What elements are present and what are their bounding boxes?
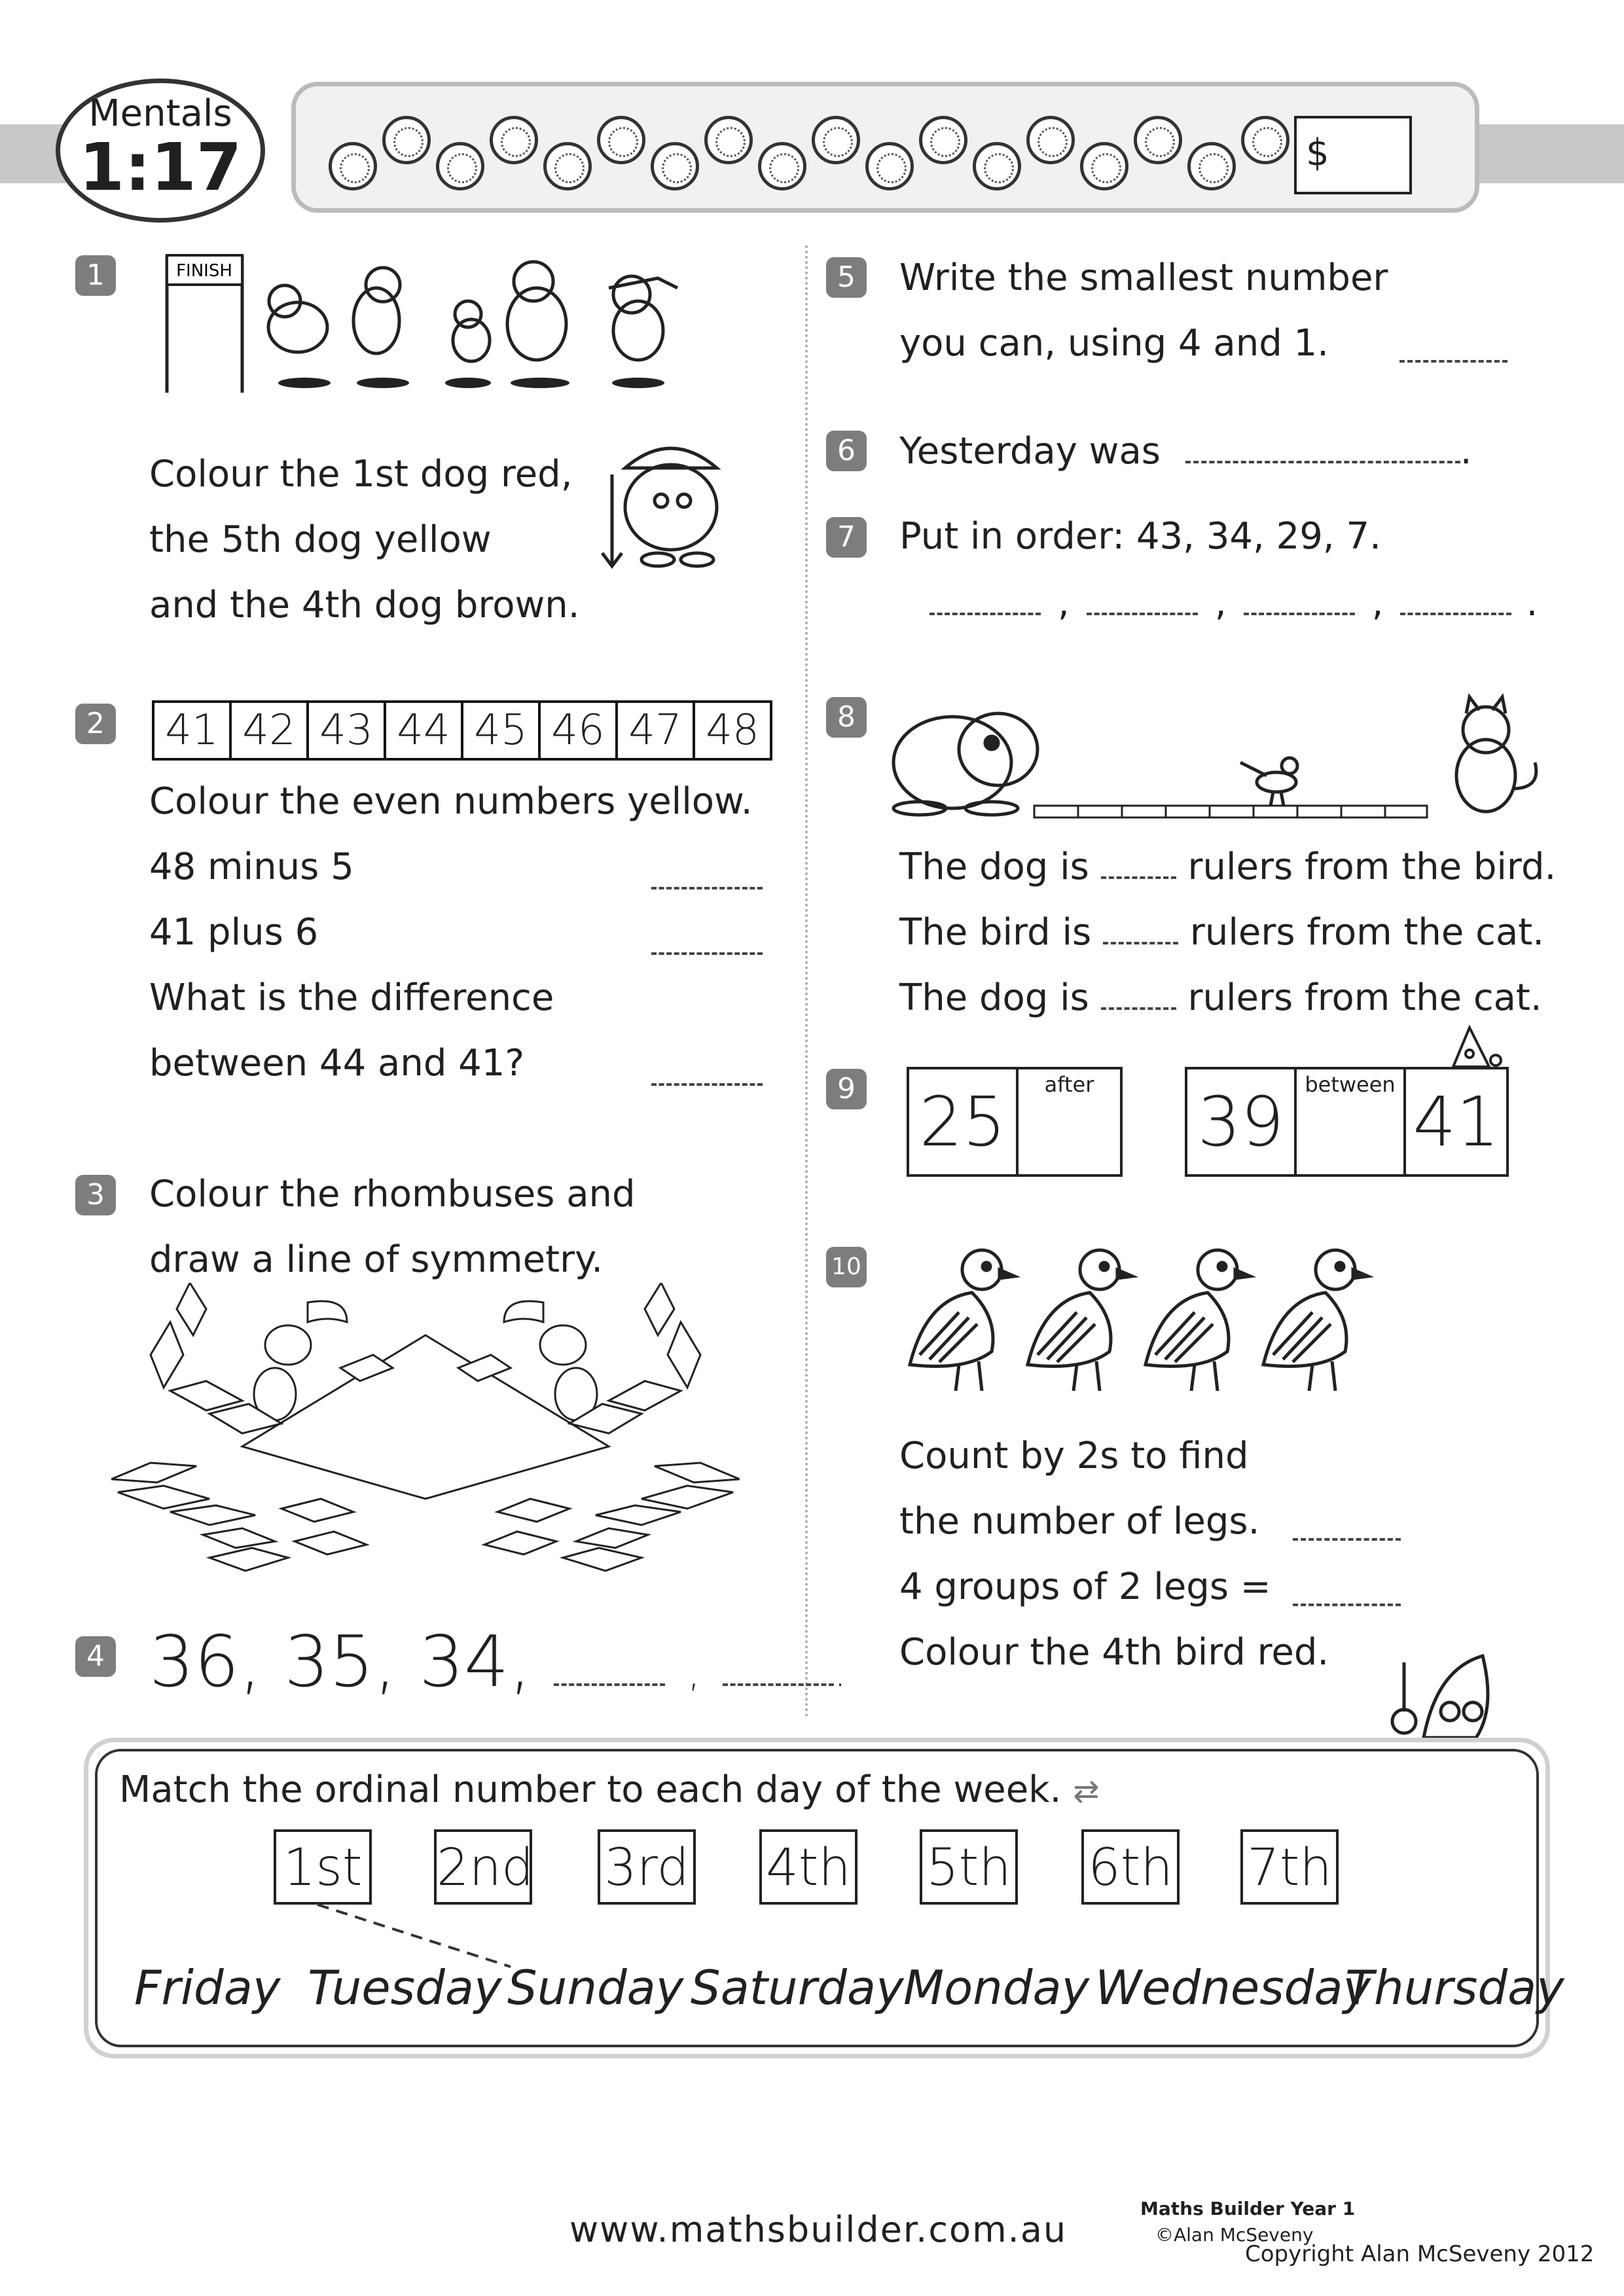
between-given-first: 39 [1187,1069,1297,1174]
q8-line-1 [899,834,1556,900]
bird-icon [910,1250,1015,1391]
answer-blank-plus[interactable] [651,946,763,955]
q8-line-2-end: rulers from the cat. [1189,911,1545,954]
match-instruction [119,1757,1099,1824]
question-number-3: 3 [75,1175,116,1215]
order-separator: , [1214,582,1227,624]
q2-instruction: Colour the even numbers yellow. [149,780,753,823]
q6-label: Yesterday was [899,430,1161,473]
footer-book-title: Maths Builder Year 1 [1140,2198,1356,2219]
header-band-right [1479,124,1624,183]
question-number-6: 6 [826,431,867,471]
coin-icon[interactable] [865,142,914,190]
q8-line-1-end: rulers from the bird. [1187,846,1557,888]
answer-blank-legs-count[interactable] [1293,1532,1401,1541]
q8-line-2 [899,900,1544,965]
after-label: after [1044,1072,1094,1097]
day-tuesday[interactable]: Tuesday [308,1960,502,2015]
coin-icon[interactable] [1080,142,1128,190]
q10-line-1: Count by 2s to find [899,1435,1249,1477]
q1-line-1: Colour the 1st dog red, [149,453,573,495]
order-end: . [1526,582,1538,624]
order-blank-3[interactable] [1244,606,1355,615]
q3-line-2: draw a line of symmetry. [149,1238,604,1281]
q10-line-4: Colour the 4th bird red. [899,1631,1329,1674]
number-cell[interactable]: 44 [386,703,463,758]
footer-url[interactable]: www.mathsbuilder.com.au [569,2209,1068,2250]
coin-icon[interactable] [329,142,377,190]
day-friday[interactable]: Friday [134,1960,281,2015]
answer-blank-groups[interactable] [1293,1597,1401,1606]
ordinal-box-7th[interactable]: 7th [1240,1829,1339,1905]
pencil-character-icon [1384,1649,1509,1741]
q8-line-3-end: rulers from the cat. [1187,977,1542,1019]
rhombus-crab-drawing[interactable] [111,1283,740,1590]
number-cell[interactable]: 46 [541,703,618,758]
mentals-title: Mentals [88,92,232,135]
question-number-4: 4 [75,1636,116,1677]
number-cell[interactable]: 48 [706,706,759,755]
q8-line-3 [899,965,1542,1031]
number-strip [152,700,772,761]
answer-blank-dog-cat[interactable] [1101,1001,1176,1010]
coin-icon[interactable] [919,116,967,164]
coin-icon[interactable] [1241,116,1290,164]
question-number-2: 2 [75,704,116,744]
q8-line-2-start: The bird is [899,911,1092,954]
order-blank-4[interactable] [1400,606,1511,615]
number-cell[interactable]: 45 [463,703,541,758]
q10-line-2: the number of legs. [899,1500,1260,1543]
ordinal-box-2nd[interactable]: 2nd [434,1829,532,1905]
question-number-7: 7 [826,517,867,558]
after-box [907,1067,1123,1177]
day-thursday[interactable]: Thursday [1345,1960,1564,2015]
order-separator: , [1371,582,1384,624]
q1-line-3: and the 4th dog brown. [149,584,580,626]
order-blank-2[interactable] [1087,606,1198,615]
ordinal-box-3rd[interactable]: 3rd [598,1829,696,1905]
q2-line-difference-2: between 44 and 41? [149,1042,525,1085]
dog-bird-cat-ruler-illustration [880,691,1551,821]
number-cell[interactable]: 41 [154,703,232,758]
coin-icon[interactable] [490,116,538,164]
mentals-badge [56,79,265,223]
question-number-8: 8 [826,697,867,738]
peeking-character-icon [1447,1021,1506,1070]
answer-blank-smallest-number[interactable] [1399,353,1507,363]
number-cell[interactable]: 42 [232,703,309,758]
q8-line-3-start: The dog is [899,977,1089,1019]
ordinal-box-1st[interactable]: 1st [274,1829,372,1905]
q7-text: Put in order: 43, 34, 29, 7. [899,515,1381,558]
coin-icon[interactable] [436,142,484,190]
coin-row [296,86,1278,217]
day-wednesday[interactable]: Wednesday [1095,1960,1371,2015]
q8-line-1-start: The dog is [899,846,1089,888]
bird-icon [1146,1250,1250,1391]
number-cell[interactable]: 47 [618,703,695,758]
between-given-last: 41 [1413,1082,1500,1162]
number-sequence [149,1620,846,1715]
answer-blank-dog-bird[interactable] [1101,870,1176,879]
finish-sign-text: FINISH [176,261,232,281]
q5-line-2: you can, using 4 and 1. [899,322,1329,365]
q7-order-blanks [929,571,1538,636]
ordinal-box-4th[interactable]: 4th [759,1829,857,1905]
dollar-sign: $ [1306,132,1329,174]
q6-end: . [1460,430,1472,473]
q6-text [899,419,1472,484]
coin-icon[interactable] [651,142,699,190]
coin-icon[interactable] [1134,116,1182,164]
bird-icon [1028,1250,1132,1391]
finish-line-illustration [160,242,749,399]
between-label: between [1305,1072,1396,1097]
bird-icon [1263,1250,1368,1391]
between-answer-cell[interactable] [1297,1069,1406,1174]
coin-icon[interactable] [597,116,645,164]
sequence-blank-1[interactable] [554,1677,665,1686]
coin-icon[interactable] [1026,116,1075,164]
money-answer-box[interactable] [1294,116,1412,194]
day-monday[interactable]: Monday [903,1960,1090,2015]
swap-arrows-icon: ⇄ [1073,1773,1100,1810]
coin-icon[interactable] [1187,142,1236,190]
after-given-number: 25 [909,1069,1019,1174]
coin-icon[interactable] [812,116,860,164]
after-answer-cell[interactable] [1019,1069,1120,1174]
between-box [1185,1067,1509,1177]
footer-author: ©Alan McSeveny [1155,2224,1314,2246]
order-blank-1[interactable] [929,606,1041,615]
footer-copyright: Copyright Alan McSeveny 2012 [1245,2241,1595,2267]
mentals-number: 1:17 [79,129,242,206]
q2-line-plus: 41 plus 6 [149,911,319,954]
farmer-character-icon [592,435,749,573]
ordinal-box-6th[interactable]: 6th [1081,1829,1180,1905]
q1-line-2: the 5th dog yellow [149,518,492,561]
ordinal-box-5th[interactable]: 5th [920,1829,1018,1905]
sequence-given: 36, 35, 34, [149,1621,532,1703]
match-instruction-text: Match the ordinal number to each day of the week. [119,1768,1062,1811]
q2-line-difference-1: What is the difference [149,977,554,1019]
coin-icon[interactable] [704,116,753,164]
answer-blank-yesterday[interactable] [1185,454,1460,463]
answer-blank-difference[interactable] [651,1077,763,1086]
answer-blank-bird-cat[interactable] [1103,935,1178,944]
sequence-blank-2[interactable] [723,1677,834,1686]
column-divider [805,245,808,1718]
q3-line-1: Colour the rhombuses and [149,1173,636,1215]
q2-line-minus: 48 minus 5 [149,846,354,888]
order-separator: , [1058,582,1070,624]
sequence-separator: , [687,1650,700,1696]
q5-line-1: Write the smallest number [899,257,1388,299]
coin-icon[interactable] [758,142,806,190]
day-saturday[interactable]: Saturday [691,1960,904,2015]
coin-icon[interactable] [382,116,431,164]
question-number-9: 9 [826,1069,867,1109]
four-birds-illustration [900,1240,1381,1394]
q10-line-3: 4 groups of 2 legs = [899,1566,1271,1608]
day-sunday[interactable]: Sunday [507,1960,684,2015]
question-number-10: 10 [826,1247,867,1287]
question-number-1: 1 [75,255,116,296]
question-number-5: 5 [826,257,867,298]
answer-blank-minus[interactable] [651,880,763,889]
number-cell[interactable]: 43 [309,703,386,758]
coin-tray [291,82,1479,213]
sequence-end: . [834,1650,847,1696]
coin-icon[interactable] [973,142,1021,190]
coin-icon[interactable] [543,142,592,190]
